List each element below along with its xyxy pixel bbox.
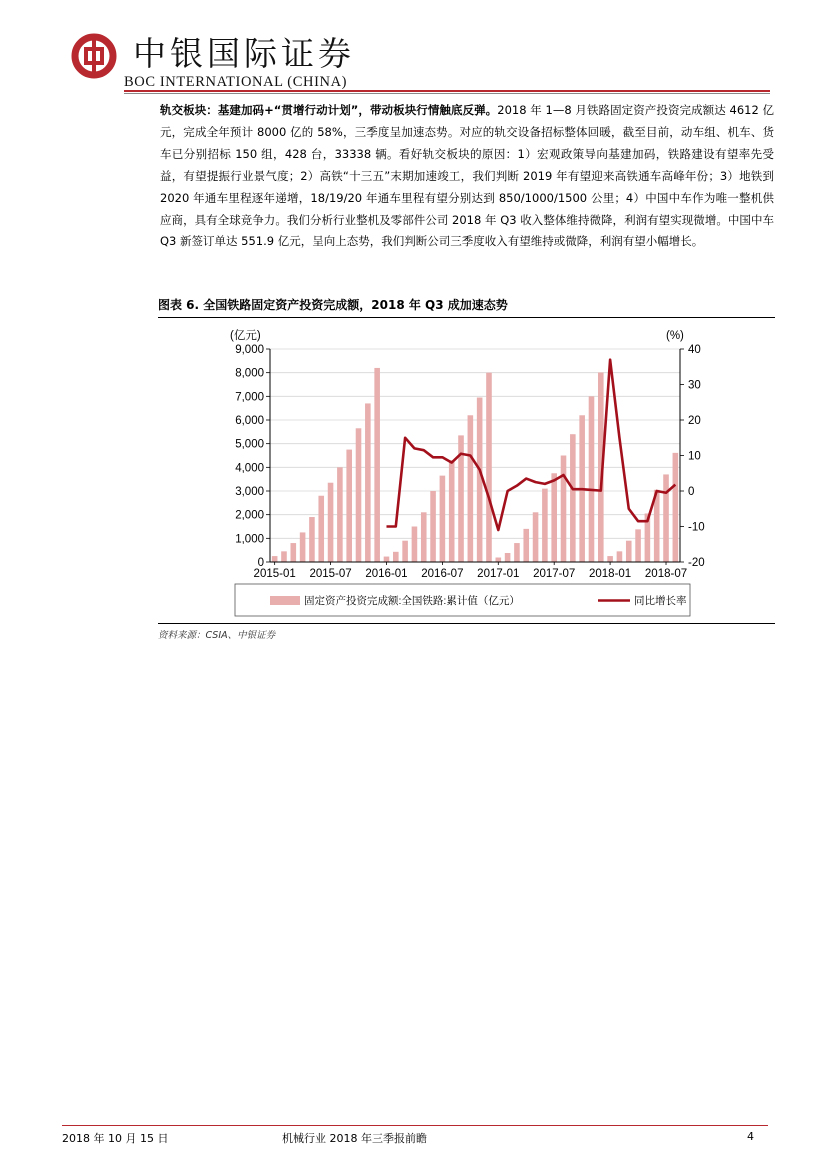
yoy-growth-line: [386, 360, 675, 530]
bar-2016-12: [486, 373, 492, 562]
footer-report-title: 机械行业 2018 年三季报前瞻: [282, 1132, 427, 1145]
x-tick-label: 2018-01: [589, 568, 632, 580]
y-left-tick-label: 7,000: [235, 391, 264, 404]
chart-legend: [235, 584, 690, 616]
bar-2017-02: [505, 553, 511, 562]
bar-2015-12: [374, 368, 380, 562]
figure-title: 图表 6. 全国铁路固定资产投资完成额，2018 年 Q3 成加速态势: [158, 298, 508, 312]
boc-logo-icon: [71, 33, 117, 79]
y-left-tick-label: 8,000: [235, 367, 264, 380]
y-left-unit: (亿元): [230, 330, 261, 342]
bar-2015-06: [318, 496, 324, 562]
legend-bar-label: 固定资产投资完成额:全国铁路:累计值（亿元）: [304, 595, 520, 607]
bar-2016-05: [421, 512, 427, 562]
legend-line-label: 同比增长率: [634, 595, 687, 607]
bar-2016-06: [430, 491, 436, 562]
x-tick-label: 2016-07: [421, 568, 464, 580]
header-rule-secondary: [124, 93, 770, 94]
bar-2017-07: [551, 473, 557, 562]
bar-2017-08: [561, 456, 567, 563]
bar-2016-08: [449, 460, 455, 562]
y-right-unit: (%): [666, 330, 684, 342]
bar-2015-08: [337, 467, 343, 562]
rail-investment-chart: [158, 320, 775, 622]
bar-2015-07: [328, 483, 334, 562]
bar-2018-07: [663, 474, 669, 562]
x-tick-label: 2015-01: [253, 568, 296, 580]
bar-2017-01: [496, 558, 502, 562]
bar-2018-04: [635, 529, 641, 562]
bar-2017-05: [533, 512, 539, 562]
y-left-tick-label: 3,000: [235, 486, 264, 498]
brand-name-cn: 中银国际证券: [133, 34, 355, 73]
bar-2018-03: [626, 541, 632, 562]
rail-sector-paragraph: [160, 100, 774, 253]
figure-title-rule: [158, 317, 775, 318]
y-right-tick-label: -10: [688, 521, 705, 534]
x-tick-label: 2015-07: [309, 568, 352, 580]
bar-2018-02: [617, 551, 623, 562]
bar-2018-01: [607, 556, 613, 562]
bar-2015-09: [346, 450, 352, 562]
y-right-tick-label: 30: [688, 379, 701, 392]
y-left-tick-label: 2,000: [235, 509, 264, 522]
y-left-tick-label: 1,000: [235, 533, 264, 546]
y-right-tick-label: 10: [688, 450, 701, 463]
footer-date: 2018 年 10 月 15 日: [62, 1132, 169, 1145]
bar-2015-04: [300, 532, 306, 562]
bar-2015-01: [272, 556, 278, 562]
bar-2018-08: [673, 453, 679, 562]
bar-2016-01: [384, 557, 390, 562]
bar-2017-09: [570, 434, 576, 562]
paragraph-lead: 轨交板块：基建加码+“贯增行动计划”，带动板块行情触底反弹。: [160, 103, 498, 117]
bar-2015-03: [291, 543, 297, 562]
bar-2017-06: [542, 489, 548, 562]
y-right-tick-label: 20: [688, 415, 701, 427]
figure-bottom-rule: [158, 623, 775, 624]
bar-2017-11: [589, 396, 595, 562]
legend-bar-swatch: [270, 596, 300, 605]
x-tick-label: 2017-01: [477, 568, 520, 580]
bar-2015-05: [309, 517, 315, 562]
page-number: 4: [747, 1130, 754, 1143]
figure-source: 资料来源：CSIA、中银证券: [158, 630, 276, 641]
y-left-tick-label: 0: [257, 557, 264, 569]
footer-rule: [62, 1125, 768, 1126]
bar-2015-02: [281, 551, 287, 562]
y-left-tick-label: 4,000: [235, 462, 264, 475]
y-right-tick-label: 0: [688, 486, 695, 498]
bar-2016-03: [402, 541, 408, 562]
y-left-tick-label: 9,000: [235, 344, 264, 356]
paragraph-text: 2018 年 1—8 月铁路固定资产投资完成额达 4612 亿元，完成全年预计 8000 亿的 58%，三季度呈加速态势。对应的轨交设备招标整体回暖，截至目前，动车组、机车、货车已分别招标 150 组，428 台，33338 辆。看好轨交板块的原因：1）宏观政策导向基建加码，铁路建设有望率先受益，有望提振行业景气度；2）高铁“十三五”末期加速竣工，我们判断 2019 年有望迎来高铁通车高峰年份；3）地铁到 2020 年通车里程逐年递增，18/19/20 年通车里程有望分别达到 850/1000/1500 公里；4）中国中车作为唯一整机供应商，具有全球竞争力。我们分析行业整机及零部件公司 2018 年 Q3 收入整体维持微降，利润有望实现微增。中国中车 Q3 新签订单达 551.9 亿元，呈向上态势，我们判断公司三季度收入有望维持或微降，利润有望小幅增长。: [160, 103, 774, 249]
chart-line: [386, 360, 675, 530]
bar-2016-04: [412, 527, 418, 563]
y-left-tick-label: 6,000: [235, 415, 264, 427]
y-right-tick-label: 40: [688, 344, 701, 356]
y-left-tick-label: 5,000: [235, 438, 264, 451]
bar-2015-10: [356, 428, 362, 562]
bar-2017-03: [514, 543, 520, 562]
x-tick-label: 2017-07: [533, 568, 576, 580]
header-rule: [124, 90, 770, 92]
bar-2016-02: [393, 552, 399, 562]
bar-2015-11: [365, 403, 371, 562]
bar-2016-10: [468, 415, 474, 562]
bar-2016-07: [440, 476, 446, 562]
y-right-tick-label: -20: [688, 557, 705, 569]
x-tick-label: 2018-07: [644, 568, 688, 580]
bar-2017-04: [523, 529, 529, 562]
x-tick-label: 2016-01: [365, 568, 408, 580]
brand-name-en: BOC INTERNATIONAL (CHINA): [124, 74, 348, 90]
